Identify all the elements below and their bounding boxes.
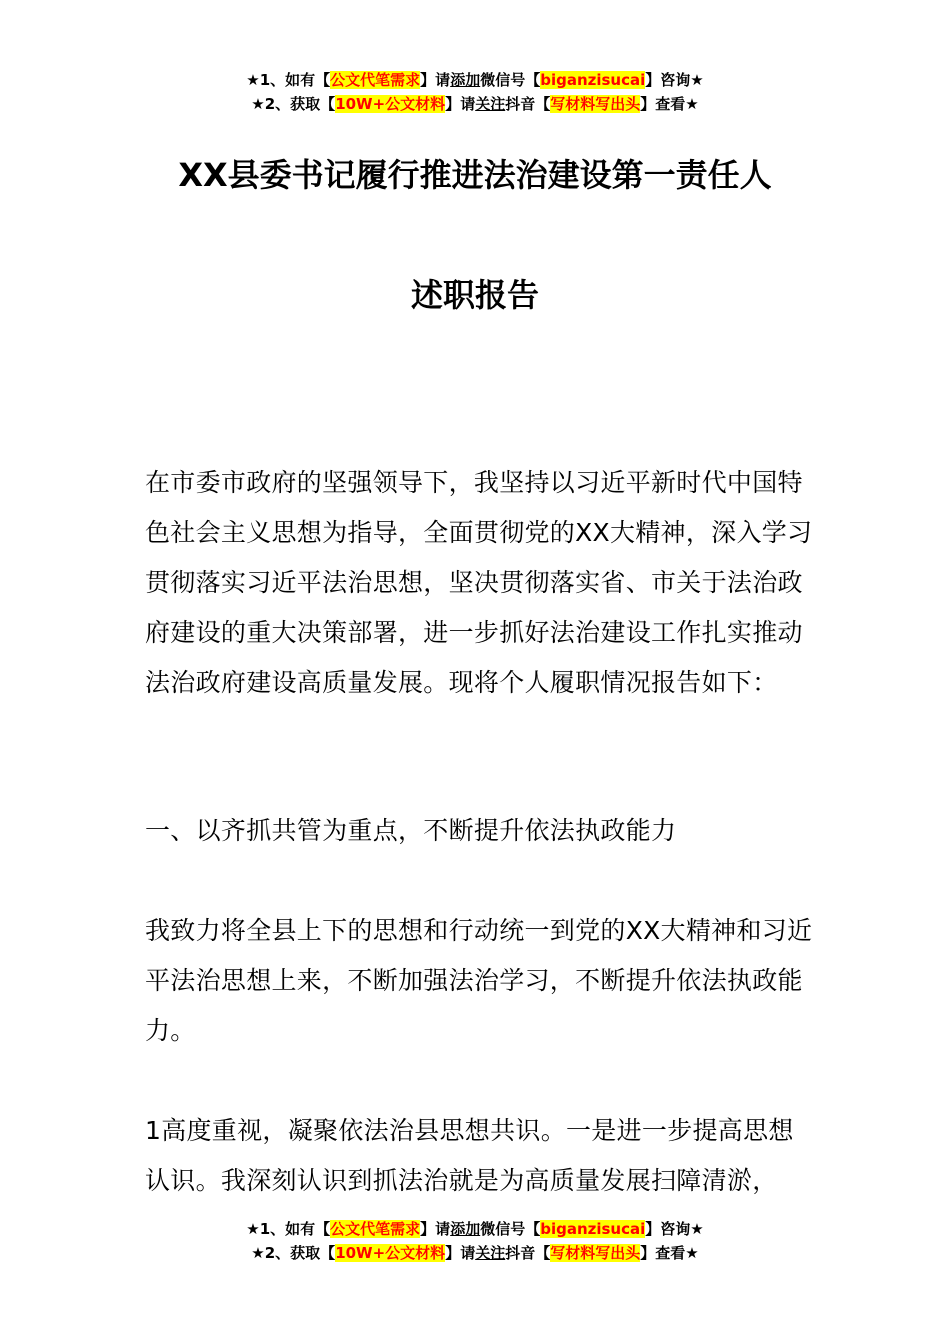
promo-highlight: biganzisucai bbox=[540, 71, 646, 89]
promo-line-2 bbox=[0, 92, 950, 116]
promo-highlight: 写材料写出头 bbox=[550, 1244, 641, 1262]
promo-text: 】查看★ bbox=[640, 95, 699, 113]
promo-text: 】请 bbox=[445, 95, 476, 113]
intro-paragraph: 在市委市政府的坚强领导下，我坚持以习近平新时代中国特色社会主义思想为指导，全面贯彻党的XX大精神，深入学习贯彻落实习近平法治思想，坚决贯彻落实省、市关于法治政府建设的重大决策部署，进一步抓好法治建设工作扎实推动法治政府建设高质量发展。现将个人履职情况报告如下： bbox=[145, 468, 813, 697]
promo-text: 】请 bbox=[420, 71, 451, 89]
promo-text: 】咨询★ bbox=[645, 71, 704, 89]
promo-highlight: biganzisucai bbox=[540, 1220, 646, 1238]
promo-highlight: 公文代笔需求 bbox=[330, 71, 421, 89]
promo-text: 】咨询★ bbox=[645, 1220, 704, 1238]
promo-text: 微信号【 bbox=[480, 71, 541, 89]
promo-underline: 添加 bbox=[450, 71, 481, 89]
promo-underline: 添加 bbox=[450, 1220, 481, 1238]
top-promo-banner bbox=[0, 68, 950, 116]
promo-text: 抖音【 bbox=[505, 1244, 551, 1262]
promo-text: 抖音【 bbox=[505, 95, 551, 113]
promo-text: ★2、获取【 bbox=[251, 95, 336, 113]
section-1-heading: 一、以齐抓共管为重点，不断提升依法执政能力 bbox=[145, 816, 677, 845]
promo-text: ★1、如有【 bbox=[246, 1220, 331, 1238]
promo-text: ★2、获取【 bbox=[251, 1244, 336, 1262]
promo-line-1 bbox=[0, 68, 950, 92]
promo-text: 】查看★ bbox=[640, 1244, 699, 1262]
promo-highlight: 公文代笔需求 bbox=[330, 1220, 421, 1238]
promo-highlight: 写材料写出头 bbox=[550, 95, 641, 113]
promo-text: 微信号【 bbox=[480, 1220, 541, 1238]
promo-text: ★1、如有【 bbox=[246, 71, 331, 89]
bottom-promo-banner bbox=[0, 1217, 950, 1265]
promo-underline: 关注 bbox=[475, 1244, 506, 1262]
promo-underline: 关注 bbox=[475, 95, 506, 113]
promo-text: 】请 bbox=[445, 1244, 476, 1262]
document-title-line-1: XX县委书记履行推进法治建设第一责任人 bbox=[178, 156, 772, 194]
document-title-line-2: 述职报告 bbox=[410, 276, 539, 314]
promo-highlight: 10W+公文材料 bbox=[335, 95, 446, 113]
promo-highlight: 10W+公文材料 bbox=[335, 1244, 446, 1262]
item-1-paragraph: 1高度重视，凝聚依法治县思想共识。一是进一步提高思想认识。我深刻认识到抓法治就是为高质量发展扫障清淤， bbox=[145, 1116, 794, 1195]
section-1-paragraph: 我致力将全县上下的思想和行动统一到党的XX大精神和习近平法治思想上来，不断加强法治学习，不断提升依法执政能力。 bbox=[145, 916, 813, 1045]
promo-text: 】请 bbox=[420, 1220, 451, 1238]
promo-line-2 bbox=[0, 1241, 950, 1265]
promo-line-1 bbox=[0, 1217, 950, 1241]
